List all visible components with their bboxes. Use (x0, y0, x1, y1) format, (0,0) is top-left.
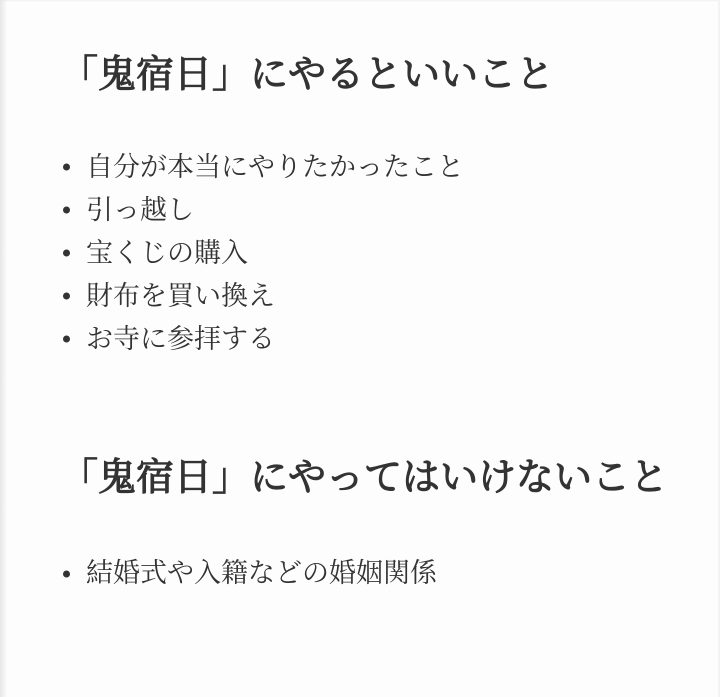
list-item (60, 146, 690, 189)
bullet-icon (63, 250, 70, 257)
bullet-icon (63, 164, 70, 171)
list-item (60, 318, 690, 361)
bullet-icon (63, 570, 70, 577)
forbidden-things-list (60, 552, 690, 595)
list-item (60, 232, 690, 275)
heading-good-things: 「鬼宿日」にやるといいこと (60, 54, 555, 96)
good-things-list (60, 146, 690, 361)
bullet-icon (63, 293, 70, 300)
list-item (60, 552, 690, 595)
list-item (60, 189, 690, 232)
list-item-text: 結婚式や入籍などの婚姻関係 (86, 558, 437, 588)
list-item-text: 引っ越し (86, 194, 194, 225)
list-item-text: 財布を買い換え (86, 280, 275, 311)
section-good-things (60, 52, 690, 361)
bullet-icon (63, 336, 70, 343)
section-forbidden-things (60, 455, 690, 596)
bullet-icon (63, 207, 70, 214)
heading-forbidden-things: 「鬼宿日」にやってはいけないこと (60, 456, 669, 499)
list-item-text: 自分が本当にやりたかったこと (86, 151, 464, 182)
list-item-text: 宝くじの購入 (86, 237, 248, 268)
list-item-text: お寺に参拝する (86, 323, 275, 354)
list-item (60, 275, 690, 318)
